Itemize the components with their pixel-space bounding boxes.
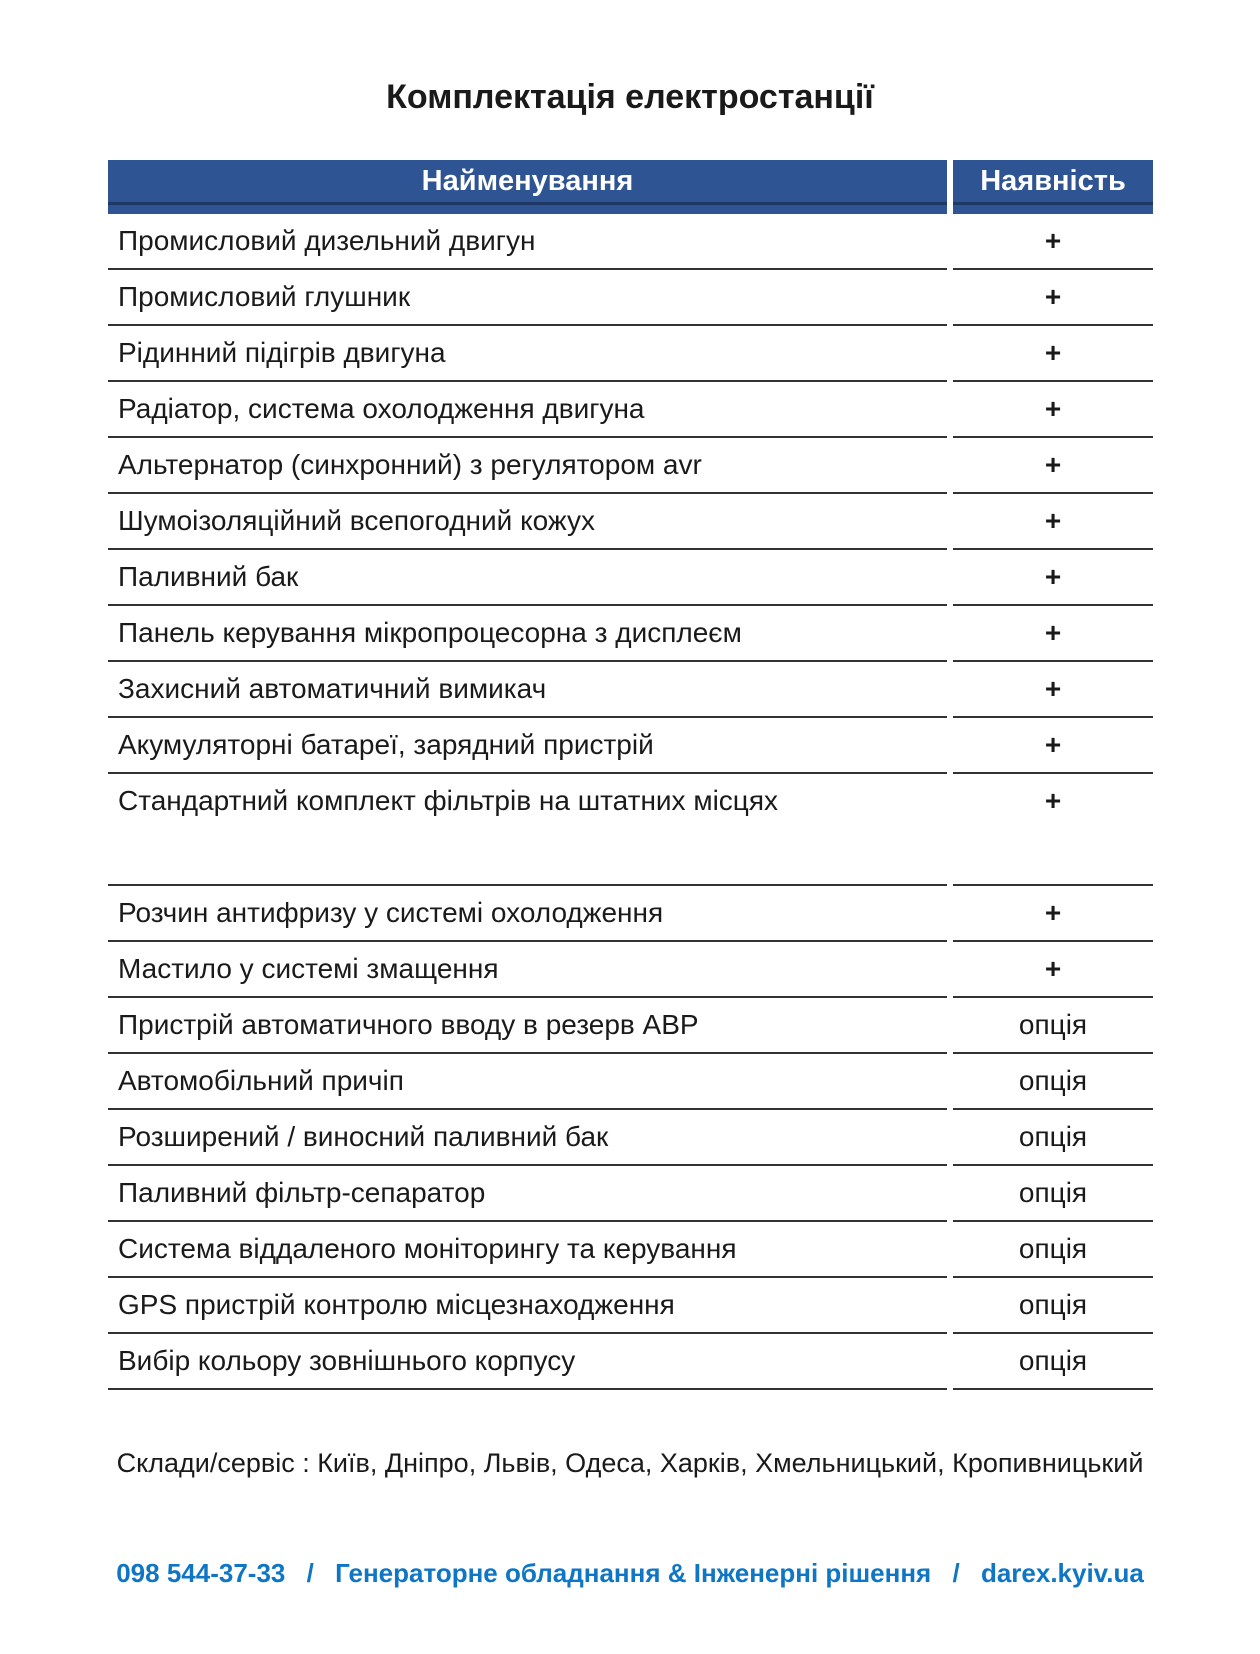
component-name: Автомобільний причіп (108, 1054, 947, 1110)
table-row (108, 1278, 1153, 1334)
availability-value: опція (953, 1222, 1153, 1278)
availability-value: + (953, 270, 1153, 326)
column-header-availability: Наявність (953, 160, 1153, 214)
availability-value: + (953, 382, 1153, 438)
component-name: Промисловий дизельний двигун (108, 214, 947, 270)
component-name: Акумуляторні батареї, зарядний пристрій (108, 718, 947, 774)
component-name: Радіатор, система охолодження двигуна (108, 382, 947, 438)
component-name: Розширений / виносний паливний бак (108, 1110, 947, 1166)
availability-value: + (953, 494, 1153, 550)
availability-value: + (953, 942, 1153, 998)
table-row (108, 606, 1153, 662)
component-name: Система віддаленого моніторингу та керування (108, 1222, 947, 1278)
warehouses-line: Склади/сервіс : Київ, Дніпро, Львів, Одеса, Харків, Хмельницький, Кропивницький (116, 1448, 1144, 1478)
website-link[interactable]: darex.kyiv.ua (980, 1558, 1144, 1588)
table-row (108, 1110, 1153, 1166)
table-row (108, 270, 1153, 326)
component-name: Панель керування мікропроцесорна з дисплеєм (108, 606, 947, 662)
component-name: Паливний фільтр-сепаратор (108, 1166, 947, 1222)
table-row (108, 1334, 1153, 1390)
component-name: Захисний автоматичний вимикач (108, 662, 947, 718)
equipment-table (108, 160, 1153, 1390)
availability-value: опція (953, 1054, 1153, 1110)
availability-value: опція (953, 1278, 1153, 1334)
table-header-row (108, 160, 1153, 214)
component-name: Мастило у системі змащення (108, 942, 947, 998)
contacts-line (0, 1558, 1260, 1589)
table-row (108, 550, 1153, 606)
component-name: Промисловий глушник (108, 270, 947, 326)
component-name: Вибір кольору зовнішнього корпусу (108, 1334, 947, 1390)
separator-slash: / (306, 1558, 314, 1588)
phone-number: 098 544-37-33 (116, 1558, 286, 1588)
availability-value: + (953, 606, 1153, 662)
availability-value: + (953, 774, 1153, 886)
column-header-name: Найменування (108, 160, 947, 214)
component-name: Розчин антифризу у системі охолодження (108, 886, 947, 942)
availability-value: + (953, 438, 1153, 494)
availability-value: + (953, 718, 1153, 774)
table-row (108, 1166, 1153, 1222)
table-row (108, 718, 1153, 774)
table-row (108, 662, 1153, 718)
component-name: Рідинний підігрів двигуна (108, 326, 947, 382)
component-name: Стандартний комплект фільтрів на штатних місцях (108, 774, 947, 886)
table-row (108, 494, 1153, 550)
availability-value: опція (953, 1110, 1153, 1166)
table-row (108, 438, 1153, 494)
availability-value: + (953, 550, 1153, 606)
availability-value: + (953, 662, 1153, 718)
component-name: Альтернатор (синхронний) з регулятором avr (108, 438, 947, 494)
table-row (108, 886, 1153, 942)
table-row (108, 774, 1153, 886)
separator-slash: / (952, 1558, 960, 1588)
component-name: GPS пристрій контролю місцезнаходження (108, 1278, 947, 1334)
table-row (108, 998, 1153, 1054)
component-name: Пристрій автоматичного вводу в резерв АВР (108, 998, 947, 1054)
table-row (108, 326, 1153, 382)
availability-value: + (953, 326, 1153, 382)
availability-value: опція (953, 1166, 1153, 1222)
component-name: Шумоізоляційний всепогодний кожух (108, 494, 947, 550)
table-row (108, 382, 1153, 438)
availability-value: опція (953, 1334, 1153, 1390)
table-row (108, 214, 1153, 270)
company-tagline: Генераторне обладнання & Інженерні рішення (335, 1558, 932, 1588)
availability-value: опція (953, 998, 1153, 1054)
availability-value: + (953, 214, 1153, 270)
table-row (108, 1054, 1153, 1110)
page-title: Комплектація електростанції (386, 78, 874, 116)
table-row (108, 942, 1153, 998)
table-row (108, 1222, 1153, 1278)
table-body (108, 214, 1153, 1390)
availability-value: + (953, 886, 1153, 942)
component-name: Паливний бак (108, 550, 947, 606)
